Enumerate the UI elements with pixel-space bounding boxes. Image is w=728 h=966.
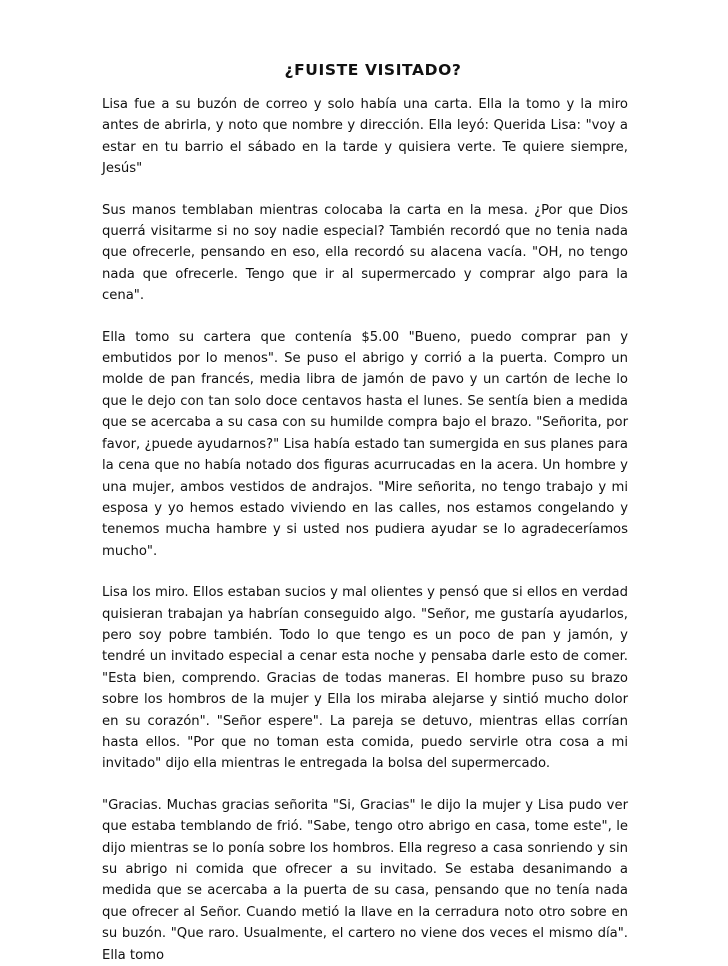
paragraph-3: Ella tomo su cartera que contenía $5.00 "Bueno, puedo comprar pan y embutidos por lo menos". Se puso el abrigo y corrió a la puerta. Compro un molde de pan francés, media libra de jamón de pavo y un cartón de leche lo que le dejo con tan solo doce centavos hasta el lunes. Se sentía bien a medida que se acercaba a su casa con su humilde compra bajo el brazo. "Señorita, por favor, ¿puede ayudarnos?" Lisa había estado tan sumergida en sus planes para la cena que no había notado dos figuras acurrucadas en la acera. Un hombre y una mujer, ambos vestidos de andrajos. "Mire señorita, no tengo trabajo y mi esposa y yo hemos estado viviendo en las calles, nos estamos congelando y tenemos mucha hambre y si usted nos pudiera ayudar se lo agradeceríamos mucho". [102,329,628,559]
paragraph-4: Lisa los miro. Ellos estaban sucios y mal olientes y pensó que si ellos en verdad quisieran trabajan ya habrían conseguido algo. "Señor, me gustaría ayudarlos, pero soy pobre también. Todo lo que tengo es un poco de pan y jamón, y tendré un invitado especial a cenar esta noche y pensaba darle esto de comer. "Esta bien, comprendo. Gracias de todas maneras. El hombre puso su brazo sobre los hombros de la mujer y Ella los miraba alejarse y sintió mucho dolor en su corazón". "Señor espere". La pareja se detuvo, mientras ellas corrían hasta ellos. "Por que no toman esta comida, puedo servirle otra cosa a mi invitado" dijo ella mientras le entregada la bolsa del supermercado. [102,585,629,772]
document-page [102,0,629,963]
paragraph-1: Lisa fue a su buzón de correo y solo había una carta. Ella la tomo y la miro antes de abrirla, y noto que nombre y dirección. Ella leyó: Querida Lisa: "voy a estar en tu barrio el sábado en la tarde y quisiera verte. Te quiere siempre, Jesús" [102,97,628,177]
paragraph-5: "Gracias. Muchas gracias señorita "Si, Gracias" le dijo la mujer y Lisa pudo ver que estaba temblando de frió. "Sabe, tengo otro abrigo en casa, tome este", le dijo mientras se lo ponía sobre los hombros. Ella regreso a casa sonriendo y sin su abrigo ni comida que ofrecer a su invitado. Se estaba desanimando a medida que se acercaba a la puerta de su casa, pensando que no tenía nada que ofrecer al Señor. Cuando metió la llave en la cerradura noto otro sobre en su buzón. "Que raro. Usualmente, el cartero no viene dos veces el mismo día". Ella tomo [102,797,628,963]
document-title: ¿FUISTE VISITADO? [284,61,462,79]
paragraph-2: Sus manos temblaban mientras colocaba la carta en la mesa. ¿Por que Dios querrá visitarme si no soy nadie especial? También recordó que no tenia nada que ofrecerle, pensando en eso, ella recordó su alacena vacía. "OH, no tengo nada que ofrecerle. Tengo que ir al supermercado y comprar algo para la cena". [102,202,628,304]
